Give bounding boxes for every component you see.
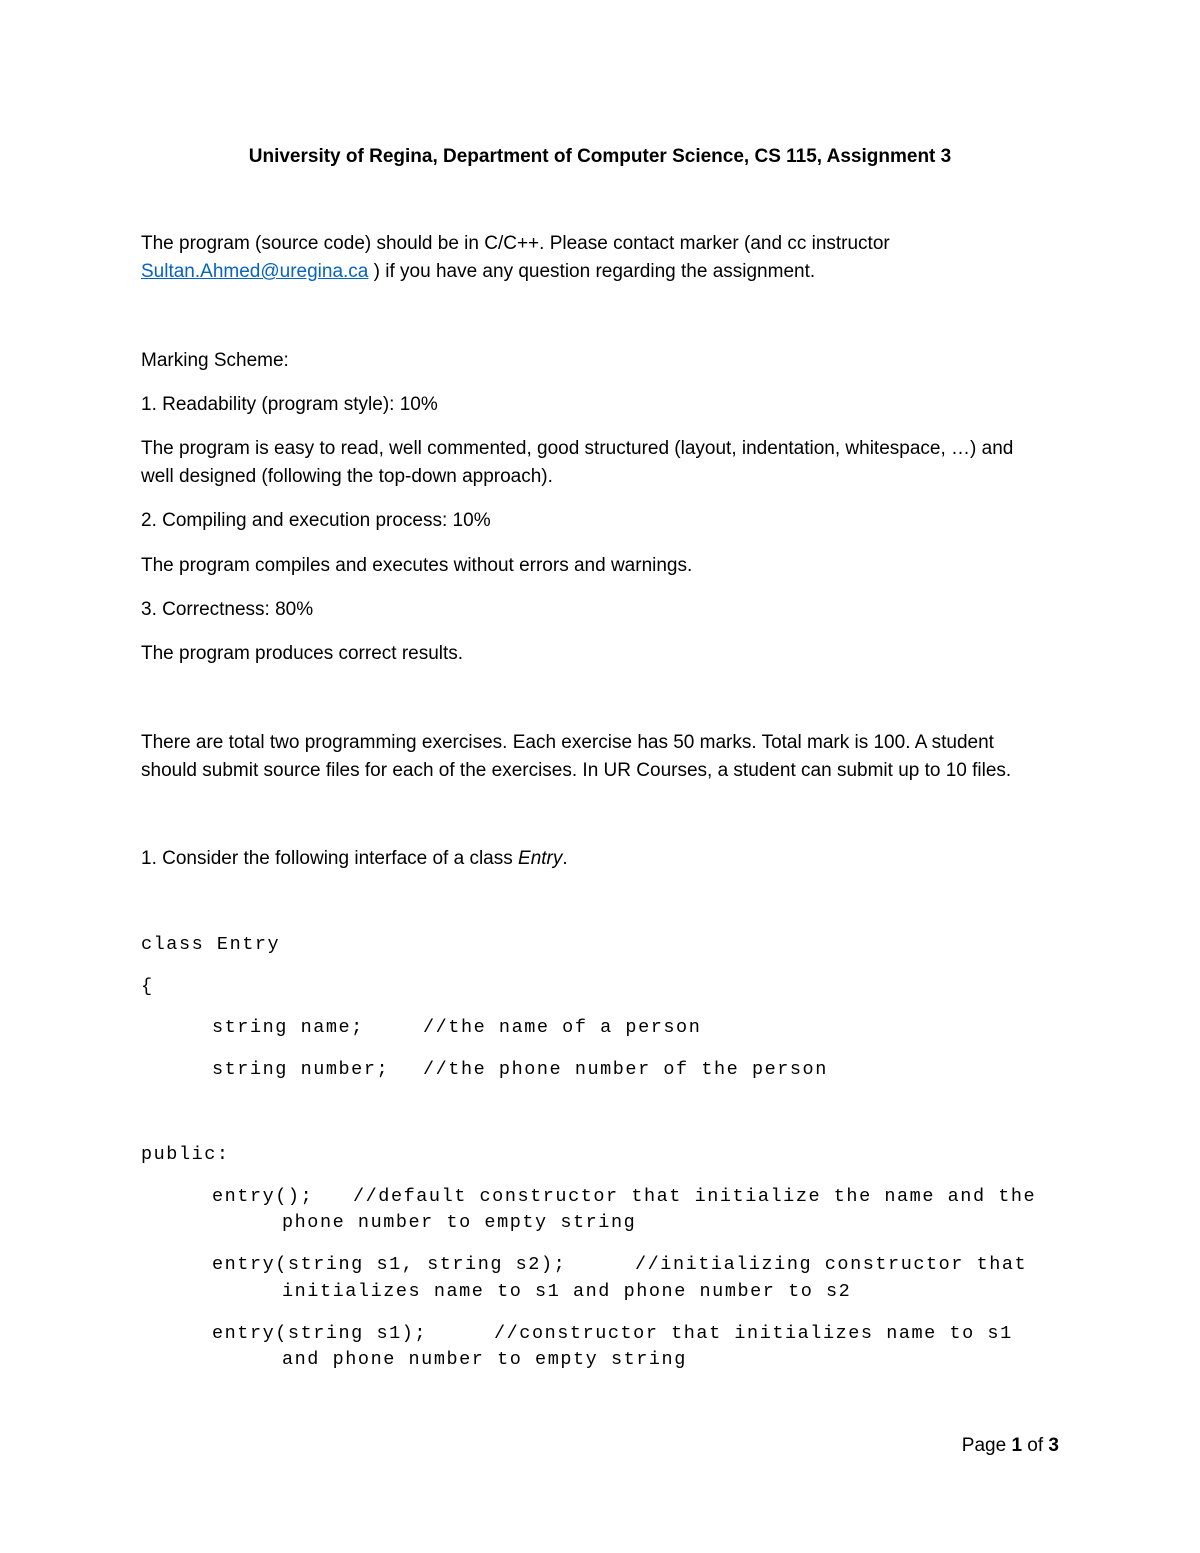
marking-item-3-title: 3. Correctness: 80% — [141, 599, 314, 620]
footer-total-pages: 3 — [1048, 1435, 1059, 1456]
marking-item-1-desc-line-2: well designed (following the top-down approach). — [141, 466, 553, 487]
code-line-name-ctor-comment-cont: and phone number to empty string — [282, 1349, 687, 1370]
marking-item-1-title: 1. Readability (program style): 10% — [141, 394, 438, 415]
exercise-1-prompt — [141, 845, 568, 873]
marking-item-1-desc-line-1: The program is easy to read, well commented, good structured (layout, indentation, whitespace, …) and — [141, 438, 1014, 459]
code-line-name-comment: //the name of a person — [423, 1017, 702, 1038]
exercise-1-class-name: Entry — [518, 848, 563, 869]
exercise-1-prompt-suffix: . — [562, 848, 568, 869]
code-line-number-comment: //the phone number of the person — [423, 1059, 828, 1080]
code-line-default-ctor-comment: //default constructor that initialize the name and the — [353, 1186, 1037, 1207]
footer-of-word: of — [1022, 1435, 1049, 1456]
footer-page-word: Page — [961, 1435, 1012, 1456]
code-line-init-ctor-comment: //initializing constructor that — [635, 1254, 1028, 1275]
marking-item-3-desc: The program produces correct results. — [141, 643, 464, 664]
code-line-name-ctor: entry(string s1); — [212, 1323, 428, 1344]
code-line-name-member: string name; — [212, 1017, 364, 1038]
code-line-init-ctor: entry(string s1, string s2); — [212, 1254, 567, 1275]
marking-item-2-desc: The program compiles and executes without errors and warnings. — [141, 555, 693, 576]
marking-item-2-title: 2. Compiling and execution process: 10% — [141, 510, 491, 531]
document-title: University of Regina, Department of Computer Science, CS 115, Assignment 3 — [248, 146, 952, 167]
instructor-email-link[interactable]: Sultan.Ahmed@uregina.ca — [141, 261, 369, 282]
exercise-1-prompt-prefix: 1. Consider the following interface of a class — [141, 848, 519, 869]
exercises-info-line-1: There are total two programming exercises. Each exercise has 50 marks. Total mark is 100. A student — [141, 732, 994, 753]
code-line-name-ctor-comment: //constructor that initializes name to s1 — [494, 1323, 1013, 1344]
code-line-init-ctor-comment-cont: initializes name to s1 and phone number to s2 — [282, 1281, 852, 1302]
code-line-default-ctor: entry(); — [212, 1186, 314, 1207]
intro-line-1: The program (source code) should be in C/C++. Please contact marker (and cc instructor — [141, 233, 890, 254]
footer-current-page: 1 — [1011, 1435, 1023, 1456]
code-line-number-member: string number; — [212, 1059, 390, 1080]
code-line-open-brace: { — [141, 976, 154, 997]
page-number-footer — [962, 1432, 1059, 1460]
marking-scheme-heading: Marking Scheme: — [141, 350, 289, 371]
intro-line-2 — [141, 258, 815, 286]
exercises-info-line-2: should submit source files for each of the exercises. In UR Courses, a student can submit up to 10 files. — [141, 760, 1012, 781]
code-line-public: public: — [141, 1144, 230, 1165]
code-line-class-decl: class Entry — [141, 934, 281, 955]
intro-line-2-rest: ) if you have any question regarding the assignment. — [368, 261, 816, 282]
code-line-default-ctor-comment-cont: phone number to empty string — [282, 1212, 637, 1233]
